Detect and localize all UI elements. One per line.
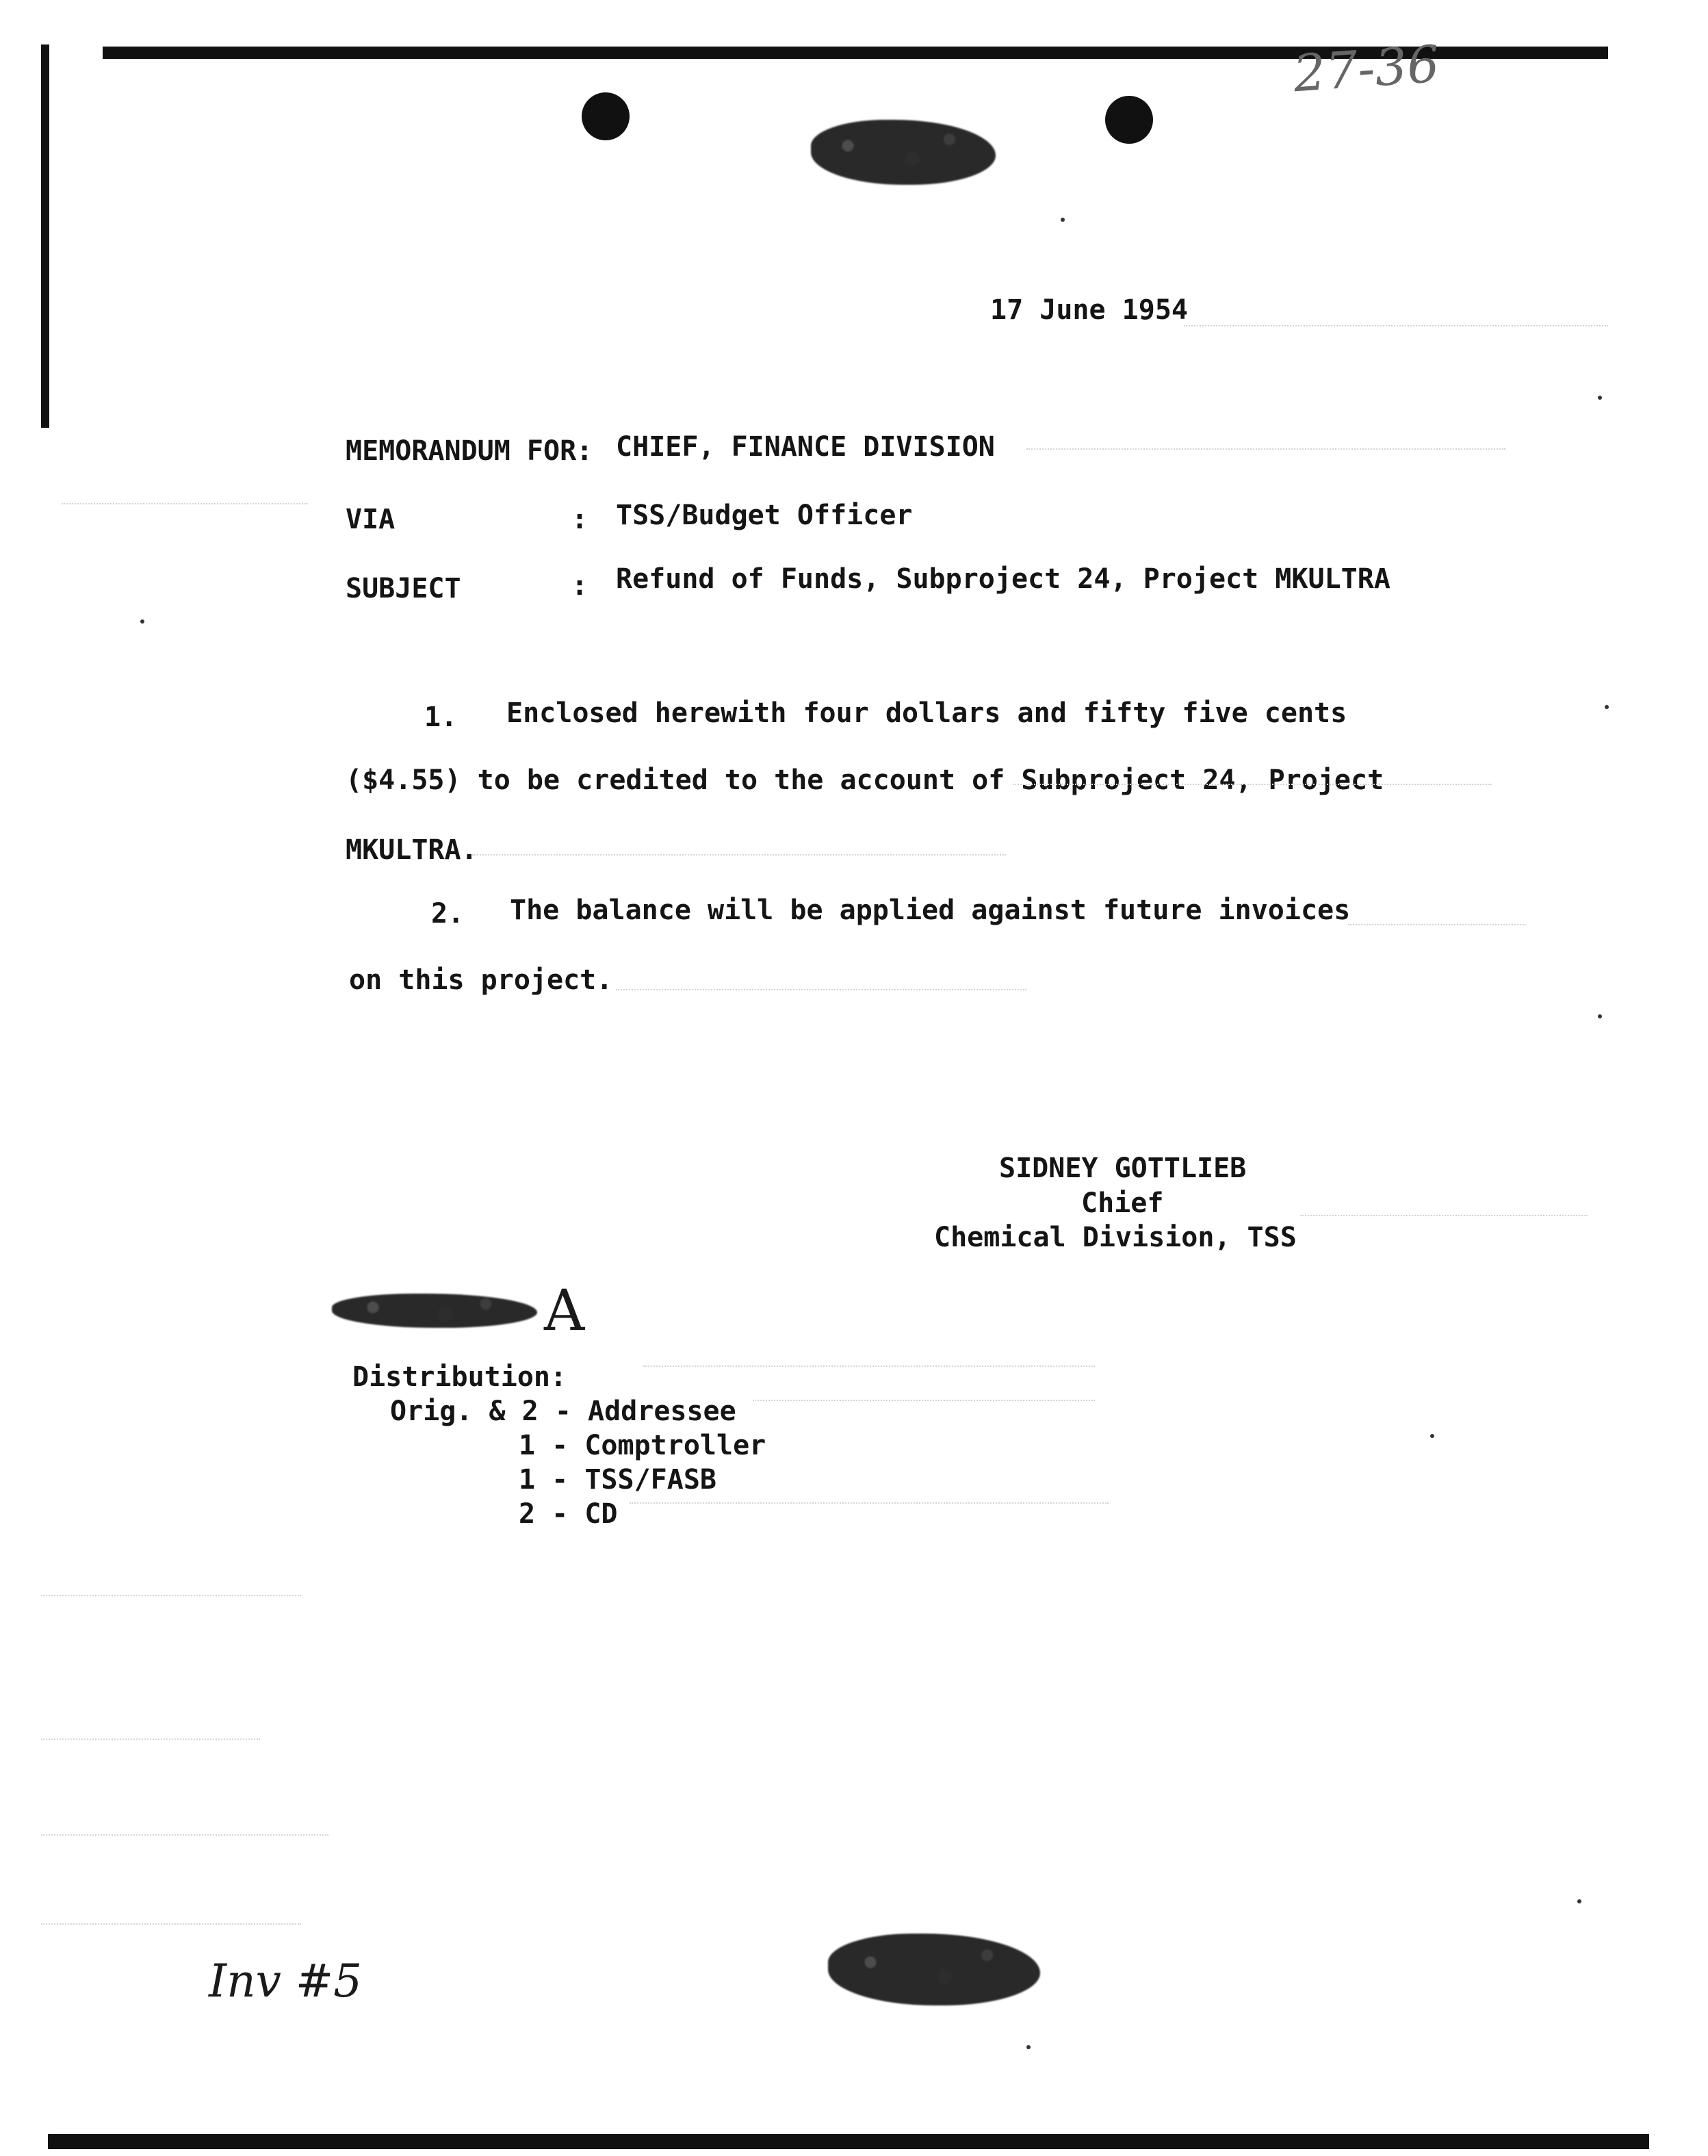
subject-value: Refund of Funds, Subproject 24, Project MKULTRA — [616, 563, 1390, 595]
paragraph-2-number: 2. — [431, 898, 465, 929]
scan-dotline — [1026, 448, 1505, 450]
scan-speck — [1061, 218, 1065, 222]
signature-name: SIDNEY GOTTLIEB — [999, 1153, 1247, 1184]
punch-hole-left — [582, 92, 630, 140]
via-separator: : — [571, 504, 588, 535]
annotation-letter: A — [544, 1279, 585, 1344]
scan-dotline — [41, 1923, 301, 1925]
scan-dotline — [630, 1502, 1109, 1504]
scan-speck — [1598, 396, 1602, 400]
scan-dotline — [643, 1365, 1095, 1367]
scan-dotline — [41, 1834, 328, 1836]
signature-title: Chief — [1081, 1188, 1164, 1219]
distribution-entry-2: 1 - Comptroller — [519, 1430, 766, 1461]
redaction-blot-middle — [332, 1294, 537, 1328]
subject-label: SUBJECT — [346, 573, 461, 604]
scan-speck — [1026, 2045, 1031, 2049]
via-label: VIA — [346, 504, 396, 535]
paragraph-2-line-2: on this project. — [349, 964, 613, 996]
scan-speck — [140, 619, 144, 624]
paragraph-1-line-3: MKULTRA. — [346, 834, 478, 866]
distribution-entry-3: 1 - TSS/FASB — [519, 1464, 716, 1496]
footer-handwritten-note: Inv #5 — [209, 1955, 363, 2007]
memo-date: 17 June 1954 — [990, 294, 1188, 326]
scan-dotline — [41, 1738, 260, 1740]
scan-dotline — [616, 989, 1026, 990]
subject-separator: : — [571, 570, 588, 602]
scan-speck — [1598, 1014, 1602, 1018]
scan-dotline — [41, 1595, 301, 1596]
scan-speck — [1605, 705, 1609, 709]
paragraph-1-line-2: ($4.55) to be credited to the account of Subproject 24, Project — [346, 765, 1384, 796]
scan-speck — [1577, 1899, 1581, 1903]
scan-border-left — [41, 44, 49, 428]
paragraph-1-line-1: Enclosed herewith four dollars and fifty five cents — [506, 697, 1347, 729]
distribution-entry-1: Orig. & 2 - Addressee — [390, 1396, 736, 1427]
memorandum-for-value: CHIEF, FINANCE DIVISION — [616, 431, 995, 463]
page-number-handwritten: 27-36 — [1291, 34, 1442, 104]
scan-dotline — [1184, 325, 1608, 326]
scan-speck — [1430, 1434, 1434, 1438]
scan-dotline — [1013, 784, 1492, 785]
distribution-label: Distribution: — [352, 1361, 567, 1393]
signature-division: Chemical Division, TSS — [934, 1222, 1297, 1253]
scan-dotline — [1348, 924, 1526, 925]
scan-dotline — [472, 854, 1006, 856]
distribution-entry-4: 2 - CD — [519, 1498, 618, 1530]
redaction-blot-bottom — [828, 1934, 1040, 2005]
via-value: TSS/Budget Officer — [616, 500, 913, 531]
redaction-blot-top — [811, 120, 996, 185]
scan-border-bottom — [48, 2134, 1649, 2149]
punch-hole-right — [1105, 96, 1153, 144]
scan-dotline — [1300, 1215, 1588, 1216]
paragraph-2-line-1: The balance will be applied against future invoices — [510, 895, 1351, 926]
scan-dotline — [62, 503, 308, 504]
paragraph-1-number: 1. — [424, 702, 458, 733]
scan-dotline — [753, 1400, 1095, 1401]
memorandum-for-label: MEMORANDUM FOR: — [346, 435, 593, 467]
